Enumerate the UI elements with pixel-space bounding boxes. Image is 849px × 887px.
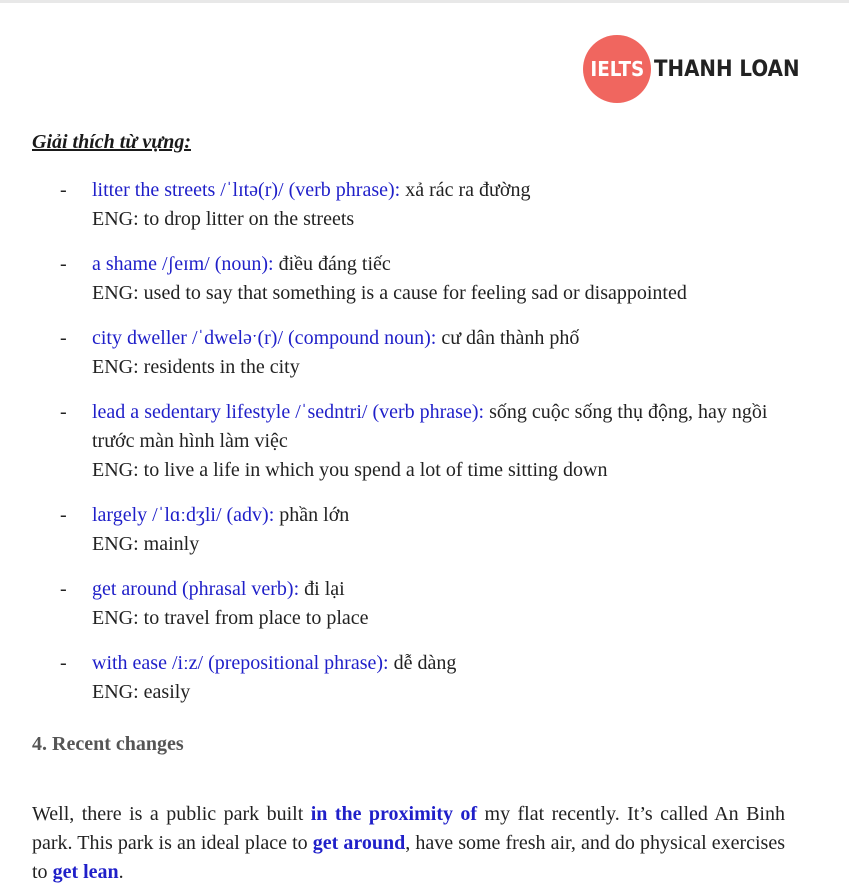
vocab-term: a shame /ʃeɪm/ (noun):: [92, 253, 274, 275]
vocab-term: largely /ˈlɑːdʒli/ (adv):: [92, 504, 275, 526]
vocab-eng-definition: ENG: to travel from place to place: [92, 607, 369, 629]
list-dash: -: [60, 327, 67, 349]
vocab-eng-definition: ENG: to drop litter on the streets: [92, 208, 355, 230]
vocab-term: litter the streets /ˈlɪtə(r)/ (verb phrase):: [92, 179, 401, 201]
logo-badge-text: IELTS: [590, 57, 644, 81]
page-top-border: [0, 0, 849, 3]
paragraph-text: Well, there is a public park built: [32, 803, 311, 825]
highlight-phrase: get around: [312, 832, 406, 854]
list-dash: -: [60, 578, 67, 600]
vocab-item: [0, 501, 792, 559]
vocab-item: [0, 398, 792, 485]
vocab-eng-definition: ENG: mainly: [92, 533, 200, 555]
vocab-term: lead a sedentary lifestyle /ˈsedntri/ (verb phrase):: [92, 401, 485, 423]
vocab-eng-definition: ENG: to live a life in which you spend a lot of time sitting down: [92, 459, 608, 481]
vocab-item: [0, 176, 792, 234]
answer-paragraph: [32, 800, 785, 887]
ielts-thanh-loan-logo: [583, 35, 816, 103]
vocab-meaning: sống cuộc sống thụ động, hay ngồi trước màn hình làm việc: [92, 401, 768, 452]
vocab-term: city dweller /ˈdweləˑ(r)/ (compound noun):: [92, 327, 437, 349]
vocab-meaning: xả rác ra đường: [400, 179, 531, 201]
list-dash: -: [60, 253, 67, 275]
vocab-meaning: cư dân thành phố: [436, 327, 580, 349]
highlight-phrase: in the proximity of: [310, 803, 478, 825]
list-dash: -: [60, 179, 67, 201]
vocab-heading: Giải thích từ vựng:: [32, 131, 191, 153]
list-dash: -: [60, 504, 67, 526]
vocab-meaning: phần lớn: [274, 504, 350, 526]
section-heading: 4. Recent changes: [32, 733, 184, 755]
vocab-meaning: dễ dàng: [388, 652, 457, 674]
vocab-item: [0, 250, 792, 308]
vocab-meaning: điều đáng tiếc: [273, 253, 391, 275]
paragraph-text: .: [118, 861, 124, 883]
paragraph-text: , have some fresh air, and do physical exercises to: [32, 832, 786, 883]
vocab-item: [0, 575, 792, 633]
vocab-eng-definition: ENG: used to say that something is a cause for feeling sad or disappointed: [92, 282, 687, 304]
vocab-eng-definition: ENG: residents in the city: [92, 356, 300, 378]
vocab-term: with ease /iːz/ (prepositional phrase):: [92, 652, 389, 674]
vocab-meaning: đi lại: [299, 578, 345, 600]
list-dash: -: [60, 401, 67, 423]
vocab-list: [0, 176, 849, 723]
paragraph-text: my flat recently. It’s called An Binh park. This park is an ideal place to: [32, 803, 785, 854]
vocab-item: [0, 649, 792, 707]
logo-name: THANH LOAN: [654, 56, 800, 82]
vocab-eng-definition: ENG: easily: [92, 681, 191, 703]
list-dash: -: [60, 652, 67, 674]
logo-badge: [583, 35, 651, 103]
vocab-term: get around (phrasal verb):: [92, 578, 300, 600]
vocab-item: [0, 324, 792, 382]
highlight-phrase: get lean: [52, 861, 119, 883]
